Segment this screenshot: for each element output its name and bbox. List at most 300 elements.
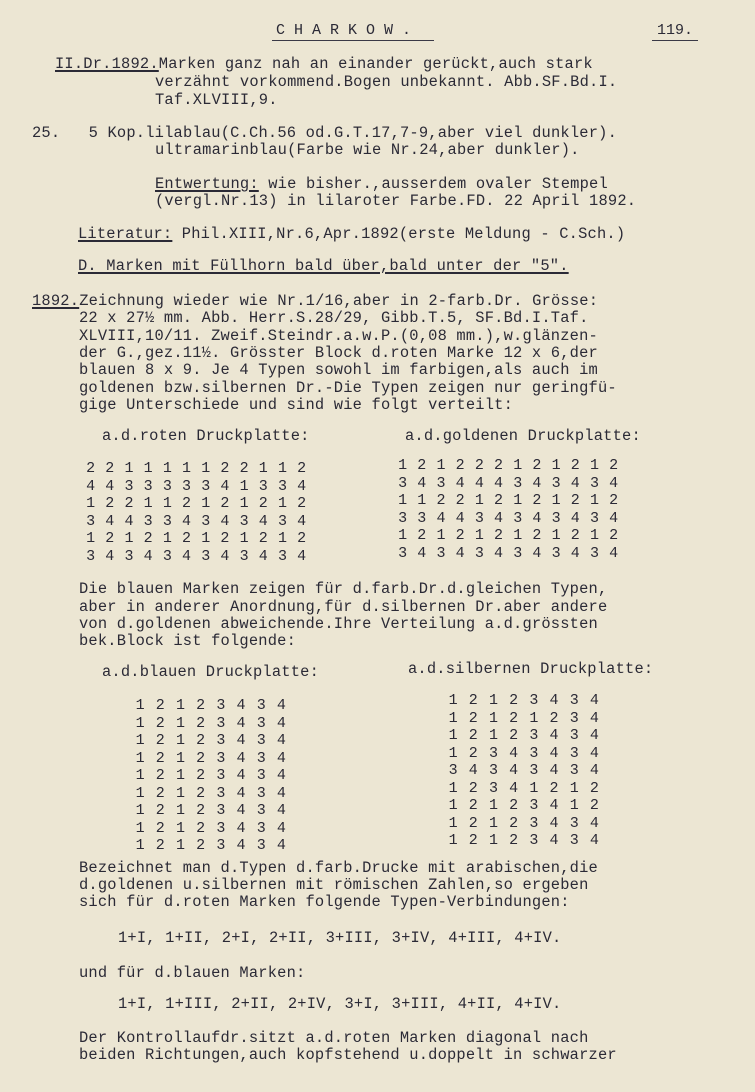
- type-number: 1: [488, 692, 498, 709]
- type-number: 3: [569, 814, 579, 832]
- grid-caption-gold: a.d.goldenen Druckplatte:: [405, 427, 641, 445]
- type-number: 3: [589, 474, 599, 492]
- type-number: 1: [162, 460, 172, 477]
- header-title-rule: [272, 40, 434, 41]
- type-number: 4: [297, 512, 307, 530]
- grid-row: [130, 802, 292, 820]
- grid-row: [81, 530, 311, 548]
- type-number: 1: [398, 527, 408, 544]
- type-number: 1: [448, 797, 458, 814]
- type-number: 1: [182, 460, 192, 477]
- type-number: 1: [589, 527, 599, 544]
- type-number: 1: [135, 767, 145, 784]
- type-number: 3: [589, 544, 599, 562]
- type-number: 3: [216, 819, 226, 837]
- grid-row: [81, 495, 311, 513]
- type-number: 2: [220, 530, 230, 547]
- type-number: 1: [589, 492, 599, 509]
- type-number: 1: [135, 802, 145, 819]
- type-number: 1: [175, 784, 185, 802]
- grid-caption-red: a.d.roten Druckplatte:: [102, 427, 310, 445]
- type-number: 2: [509, 692, 519, 709]
- type-number: 2: [105, 460, 115, 477]
- type-number: 2: [196, 819, 206, 837]
- type-number: 4: [276, 749, 286, 767]
- type-number: 3: [256, 819, 266, 837]
- type-number: 2: [196, 749, 206, 767]
- type-number: 1: [124, 530, 134, 547]
- type-number: 2: [455, 492, 465, 509]
- type-number: 2: [105, 530, 115, 547]
- grid-row: [443, 780, 605, 798]
- type-number: 4: [474, 474, 484, 492]
- grid-row: [81, 478, 311, 496]
- type-number: 2: [532, 492, 542, 509]
- type-number: 4: [182, 512, 192, 530]
- type-number: 3: [216, 697, 226, 714]
- type-number: 4: [236, 802, 246, 819]
- grid-row: [130, 750, 292, 768]
- type-number: 3: [488, 762, 498, 779]
- text-line: der G.,gez.11½. Grösster Block d.roten Marke 12 x 6,der: [79, 344, 598, 362]
- type-number: 2: [609, 527, 619, 544]
- type-number: 1: [135, 784, 145, 802]
- type-number: 4: [570, 544, 580, 562]
- grid-caption-silver: a.d.silbernen Druckplatte:: [408, 660, 654, 678]
- type-number: 2: [297, 460, 307, 477]
- grid-row: [130, 732, 292, 750]
- text-line: Die blauen Marken zeigen für d.farb.Dr.d.gleichen Typen,: [79, 580, 608, 598]
- type-number: 4: [236, 767, 246, 784]
- type-number: 2: [182, 530, 192, 547]
- text-line: 22 x 27½ mm. Abb. Herr.S.28/29, Gibb.T.5, SF.Bd.I.Taf.: [79, 309, 589, 327]
- type-number: 2: [155, 837, 165, 854]
- text-line: XLVIII,10/11. Zweif.Steindr.a.w.P.(0,08 mm.),w.glänzen-: [79, 327, 598, 345]
- type-number: 3: [143, 477, 153, 495]
- type-number: 3: [277, 512, 287, 530]
- type-number: 4: [236, 732, 246, 749]
- type-number: 2: [155, 784, 165, 802]
- type-number: 1: [448, 709, 458, 727]
- type-number: 1: [239, 530, 249, 547]
- grid-row: [393, 457, 623, 475]
- type-number: 1: [398, 457, 408, 474]
- type-number: 3: [398, 509, 408, 527]
- type-number: 4: [220, 477, 230, 495]
- type-number: 4: [297, 547, 307, 565]
- type-number: 4: [609, 474, 619, 492]
- grid-silver-plate: [443, 692, 605, 850]
- type-number: 2: [549, 709, 559, 727]
- type-number: 2: [196, 837, 206, 854]
- type-number: 3: [124, 547, 134, 565]
- type-number: 1: [488, 832, 498, 849]
- type-number: 4: [549, 727, 559, 744]
- type-number: 3: [277, 477, 287, 495]
- type-number: 3: [551, 474, 561, 492]
- type-number: 2: [258, 530, 268, 547]
- type-number: 3: [569, 744, 579, 762]
- type-number: 3: [258, 477, 268, 495]
- type-number: 3: [162, 477, 172, 495]
- type-number: 1: [135, 697, 145, 714]
- type-number: 4: [494, 544, 504, 562]
- text-line: ultramarinblau(Farbe wie Nr.24,aber dunkler).: [155, 141, 580, 159]
- type-number: 2: [196, 802, 206, 819]
- type-number: 4: [609, 544, 619, 562]
- type-number: 3: [182, 477, 192, 495]
- type-number: 3: [201, 477, 211, 495]
- type-number: 2: [455, 527, 465, 544]
- type-number: 2: [155, 749, 165, 767]
- type-number: 2: [239, 460, 249, 477]
- type-number: 4: [236, 837, 246, 854]
- type-number: 3: [569, 709, 579, 727]
- type-number: 4: [276, 767, 286, 784]
- grid-row: [443, 745, 605, 763]
- type-number: 2: [196, 784, 206, 802]
- page-number: 119.: [657, 22, 694, 39]
- type-number: 4: [494, 474, 504, 492]
- grid-row: [81, 460, 311, 478]
- text-line: bek.Block ist folgende:: [79, 632, 297, 650]
- type-number: 2: [532, 527, 542, 544]
- type-number: 2: [143, 530, 153, 547]
- type-number: 3: [589, 509, 599, 527]
- type-number: 4: [276, 714, 286, 732]
- text-line: verzähnt vorkommend.Bogen unbekannt. Abb.SF.Bd.I.: [155, 73, 618, 91]
- type-number: 2: [509, 814, 519, 832]
- type-number: 2: [297, 530, 307, 547]
- type-number: 4: [276, 802, 286, 819]
- grid-row: [443, 815, 605, 833]
- type-number: 3: [162, 512, 172, 530]
- type-number: 3: [162, 547, 172, 565]
- type-number: 2: [570, 492, 580, 509]
- type-number: 4: [570, 509, 580, 527]
- text-line: 1892.Zeichnung wieder wie Nr.1/16,aber in 2-farb.Dr. Grösse:: [32, 292, 599, 310]
- type-number: 3: [277, 547, 287, 565]
- type-number: 4: [258, 512, 268, 530]
- type-number: 1: [239, 477, 249, 495]
- type-number: 4: [609, 509, 619, 527]
- type-number: 4: [276, 732, 286, 749]
- type-number: 2: [494, 492, 504, 509]
- type-number: 4: [549, 744, 559, 762]
- type-number: 1: [143, 495, 153, 512]
- type-number: 3: [529, 762, 539, 779]
- type-number: 3: [256, 837, 266, 854]
- type-number: 2: [220, 495, 230, 512]
- page-number-rule: [652, 40, 698, 41]
- type-number: 2: [436, 492, 446, 509]
- type-number: 1: [175, 714, 185, 732]
- type-number: 3: [529, 744, 539, 762]
- grid-row: [81, 548, 311, 566]
- type-number: 1: [448, 814, 458, 832]
- type-number: 2: [468, 692, 478, 709]
- type-number: 4: [276, 697, 286, 714]
- type-number: 1: [124, 460, 134, 477]
- type-number: 1: [448, 692, 458, 709]
- text-line: sich für d.roten Marken folgende Typen-Verbindungen:: [79, 893, 570, 911]
- type-number: 3: [201, 547, 211, 565]
- type-number: 4: [236, 697, 246, 714]
- type-number: 3: [216, 802, 226, 819]
- text-line: und für d.blauen Marken:: [79, 964, 306, 982]
- type-number: 1: [488, 797, 498, 814]
- text-line: aber in anderer Anordnung,für d.silbernen Dr.aber andere: [79, 598, 608, 616]
- type-number: 1: [201, 460, 211, 477]
- grid-row: [393, 545, 623, 563]
- text-line: 25. 5 Kop.lilablau(C.Ch.56 od.G.T.17,7-9,aber viel dunkler).: [32, 124, 618, 142]
- type-number: 4: [509, 762, 519, 779]
- type-number: 3: [216, 749, 226, 767]
- type-number: 3: [398, 544, 408, 562]
- type-number: 4: [276, 819, 286, 837]
- type-number: 1: [175, 749, 185, 767]
- type-number: 1: [277, 530, 287, 547]
- type-number: 3: [86, 547, 96, 565]
- type-number: 4: [532, 544, 542, 562]
- type-number: 1: [143, 460, 153, 477]
- grid-caption-blue: a.d.blauen Druckplatte:: [102, 663, 320, 681]
- type-number: 3: [239, 547, 249, 565]
- type-number: 2: [196, 767, 206, 784]
- type-number: 4: [236, 749, 246, 767]
- type-number: 3: [513, 509, 523, 527]
- text-line: Bezeichnet man d.Typen d.farb.Drucke mit arabischen,die: [79, 859, 598, 877]
- grid-row: [443, 832, 605, 850]
- type-number: 2: [155, 767, 165, 784]
- type-number: 1: [513, 492, 523, 509]
- type-number: 3: [417, 509, 427, 527]
- type-number: 4: [589, 814, 599, 832]
- type-number: 2: [570, 457, 580, 474]
- type-number: 4: [455, 474, 465, 492]
- type-number: 1: [175, 837, 185, 854]
- type-number: 1: [436, 457, 446, 474]
- type-number: 4: [589, 692, 599, 709]
- type-number: 1: [175, 697, 185, 714]
- type-number: 1: [551, 492, 561, 509]
- type-number: 3: [529, 797, 539, 814]
- type-number: 3: [256, 802, 266, 819]
- type-number: 4: [105, 512, 115, 530]
- type-number: 2: [474, 457, 484, 474]
- type-number: 4: [455, 509, 465, 527]
- type-number: 2: [570, 527, 580, 544]
- type-number: 4: [182, 547, 192, 565]
- type-number: 4: [105, 547, 115, 565]
- grid-row: [393, 475, 623, 493]
- type-number: 4: [570, 474, 580, 492]
- type-number: 2: [468, 832, 478, 849]
- type-number: 4: [455, 544, 465, 562]
- text-line: blauen 8 x 9. Je 4 Typen sowohl im farbigen,als auch im: [79, 361, 598, 379]
- type-number: 1: [135, 749, 145, 767]
- type-number: 1: [513, 527, 523, 544]
- type-number: 2: [549, 779, 559, 797]
- type-number: 1: [448, 744, 458, 762]
- grid-row: [393, 492, 623, 510]
- type-number: 2: [258, 495, 268, 512]
- grid-blue-plate: [130, 697, 292, 855]
- type-number: 1: [277, 460, 287, 477]
- type-number: 3: [569, 692, 579, 709]
- type-number: 1: [448, 832, 458, 849]
- type-number: 2: [86, 460, 96, 477]
- type-number: 1: [589, 457, 599, 474]
- type-number: 1: [474, 527, 484, 544]
- type-number: 2: [417, 457, 427, 474]
- type-number: 3: [216, 714, 226, 732]
- type-number: 3: [256, 784, 266, 802]
- type-number: 2: [455, 457, 465, 474]
- type-number: 2: [494, 457, 504, 474]
- type-number: 3: [398, 474, 408, 492]
- type-number: 1: [277, 495, 287, 512]
- grid-row: [81, 513, 311, 531]
- type-number: 2: [468, 814, 478, 832]
- type-number: 1: [488, 727, 498, 744]
- grid-gold-plate: [393, 457, 623, 562]
- type-number: 2: [124, 495, 134, 512]
- type-number: 3: [143, 512, 153, 530]
- type-number: 1: [436, 527, 446, 544]
- type-number: 3: [436, 544, 446, 562]
- type-number: 2: [509, 727, 519, 744]
- type-number: 1: [474, 492, 484, 509]
- type-number: 2: [532, 457, 542, 474]
- type-number: 4: [549, 832, 559, 849]
- type-number: 1: [551, 457, 561, 474]
- type-number: 4: [532, 509, 542, 527]
- type-number: 3: [216, 732, 226, 749]
- type-number: 1: [569, 779, 579, 797]
- grid-row: [130, 820, 292, 838]
- type-number: 2: [589, 797, 599, 814]
- text-line: Literatur: Phil.XIII,Nr.6,Apr.1892(erste Meldung - C.Sch.): [78, 225, 626, 243]
- type-number: 3: [86, 512, 96, 530]
- grid-red-plate: [81, 460, 311, 565]
- type-number: 3: [436, 474, 446, 492]
- type-number: 1: [175, 802, 185, 819]
- type-number: 1: [135, 732, 145, 749]
- type-number: 3: [216, 837, 226, 854]
- type-number: 2: [509, 832, 519, 849]
- type-number: 4: [589, 744, 599, 762]
- type-number: 1: [162, 530, 172, 547]
- type-number: 4: [236, 784, 246, 802]
- type-number: 1: [201, 530, 211, 547]
- type-number: 4: [236, 714, 246, 732]
- type-number: 1: [135, 837, 145, 854]
- type-number: 1: [175, 732, 185, 749]
- type-number: 1: [135, 714, 145, 732]
- type-number: 3: [239, 512, 249, 530]
- type-number: 2: [155, 697, 165, 714]
- grid-row: [130, 767, 292, 785]
- text-line: II.Dr.1892.Marken ganz nah an einander gerückt,auch stark: [55, 55, 593, 73]
- type-number: 3: [256, 714, 266, 732]
- type-number: 4: [494, 509, 504, 527]
- type-number: 1: [175, 767, 185, 784]
- type-number: 2: [155, 732, 165, 749]
- type-number: 1: [569, 797, 579, 814]
- type-number: 2: [297, 495, 307, 512]
- text-line: Taf.XLVIII,9.: [155, 91, 278, 109]
- type-number: 1: [258, 460, 268, 477]
- type-number: 1: [239, 495, 249, 512]
- type-number: 4: [589, 727, 599, 744]
- text-line: goldenen bzw.silbernen Dr.-Die Typen zeigen nur geringfü-: [79, 379, 617, 397]
- type-number: 3: [569, 762, 579, 779]
- type-number: 3: [551, 544, 561, 562]
- type-number: 2: [155, 819, 165, 837]
- text-line: beiden Richtungen,auch kopfstehend u.doppelt in schwarzer: [79, 1046, 617, 1064]
- type-number: 2: [509, 797, 519, 814]
- type-number: 1: [448, 727, 458, 744]
- type-number: 3: [256, 749, 266, 767]
- grid-row: [393, 510, 623, 528]
- type-number: 3: [488, 779, 498, 797]
- type-number: 4: [589, 709, 599, 727]
- type-number: 1: [86, 495, 96, 512]
- grid-row: [443, 762, 605, 780]
- type-number: 4: [589, 832, 599, 849]
- grid-row: [130, 697, 292, 715]
- type-number: 4: [105, 477, 115, 495]
- text-line: (vergl.Nr.13) in lilaroter Farbe.FD. 22 April 1892.: [155, 192, 637, 210]
- type-combinations-red: 1+I, 1+II, 2+I, 2+II, 3+III, 3+IV, 4+III, 4+IV.: [118, 929, 562, 947]
- type-number: 4: [86, 477, 96, 495]
- type-combinations-blue: 1+I, 1+III, 2+II, 2+IV, 3+I, 3+III, 4+II, 4+IV.: [118, 995, 562, 1013]
- type-number: 3: [529, 832, 539, 849]
- type-number: 3: [216, 767, 226, 784]
- type-number: 4: [417, 544, 427, 562]
- type-number: 4: [417, 474, 427, 492]
- type-number: 4: [549, 814, 559, 832]
- grid-row: [130, 837, 292, 855]
- type-number: 1: [162, 495, 172, 512]
- type-number: 3: [124, 477, 134, 495]
- type-number: 4: [549, 692, 559, 709]
- grid-row: [443, 692, 605, 710]
- text-line: gige Unterschiede und sind wie folgt verteilt:: [79, 396, 514, 414]
- type-number: 3: [513, 474, 523, 492]
- type-number: 2: [609, 492, 619, 509]
- text-line: Der Kontrollaufdr.sitzt a.d.roten Marken diagonal nach: [79, 1029, 589, 1047]
- type-number: 1: [135, 819, 145, 837]
- type-number: 2: [509, 709, 519, 727]
- grid-row: [443, 710, 605, 728]
- type-number: 3: [569, 832, 579, 849]
- type-number: 4: [143, 547, 153, 565]
- type-number: 3: [569, 727, 579, 744]
- type-number: 4: [220, 547, 230, 565]
- type-number: 2: [468, 779, 478, 797]
- type-number: 4: [589, 762, 599, 779]
- type-number: 4: [509, 744, 519, 762]
- grid-row: [443, 727, 605, 745]
- type-number: 1: [529, 709, 539, 727]
- type-number: 3: [529, 814, 539, 832]
- type-number: 2: [155, 714, 165, 732]
- grid-row: [130, 785, 292, 803]
- type-number: 2: [196, 732, 206, 749]
- type-number: 3: [256, 697, 266, 714]
